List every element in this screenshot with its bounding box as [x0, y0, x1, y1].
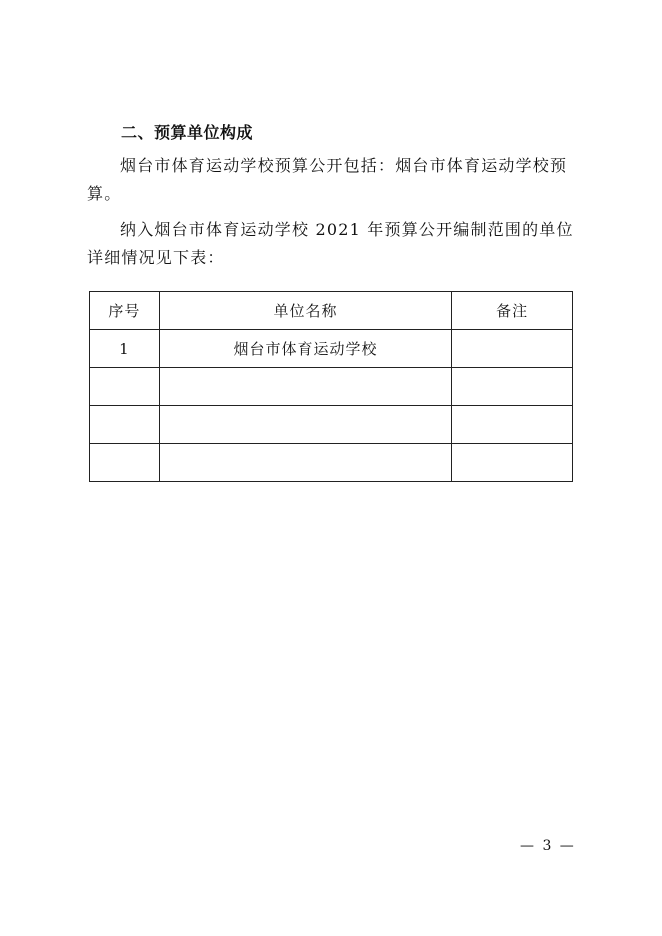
cell-seq	[90, 368, 160, 406]
cell-unit-name: 烟台市体育运动学校	[159, 330, 451, 368]
paragraph-scope: 烟台市体育运动学校预算公开包括：烟台市体育运动学校预算。	[87, 156, 568, 203]
cell-note	[452, 368, 573, 406]
cell-unit-name	[159, 444, 451, 482]
cell-seq	[90, 444, 160, 482]
cell-note	[452, 406, 573, 444]
cell-unit-name	[159, 368, 451, 406]
header-note: 备注	[452, 292, 573, 330]
table-row	[90, 330, 573, 368]
cell-seq	[90, 406, 160, 444]
table-row	[90, 406, 573, 444]
budget-units-table	[89, 291, 573, 482]
section-heading: 二、预算单位构成	[121, 123, 254, 142]
header-seq: 序号	[90, 292, 160, 330]
cell-seq: 1	[90, 330, 160, 368]
table-row	[90, 444, 573, 482]
header-unit-name: 单位名称	[159, 292, 451, 330]
cell-note	[452, 330, 573, 368]
table-header-row	[90, 292, 573, 330]
cell-unit-name	[159, 406, 451, 444]
paragraph-table-intro: 纳入烟台市体育运动学校 2021 年预算公开编制范围的单位详细情况见下表：	[87, 220, 574, 267]
page-number: — 3 —	[520, 838, 576, 854]
cell-note	[452, 444, 573, 482]
table-row	[90, 368, 573, 406]
